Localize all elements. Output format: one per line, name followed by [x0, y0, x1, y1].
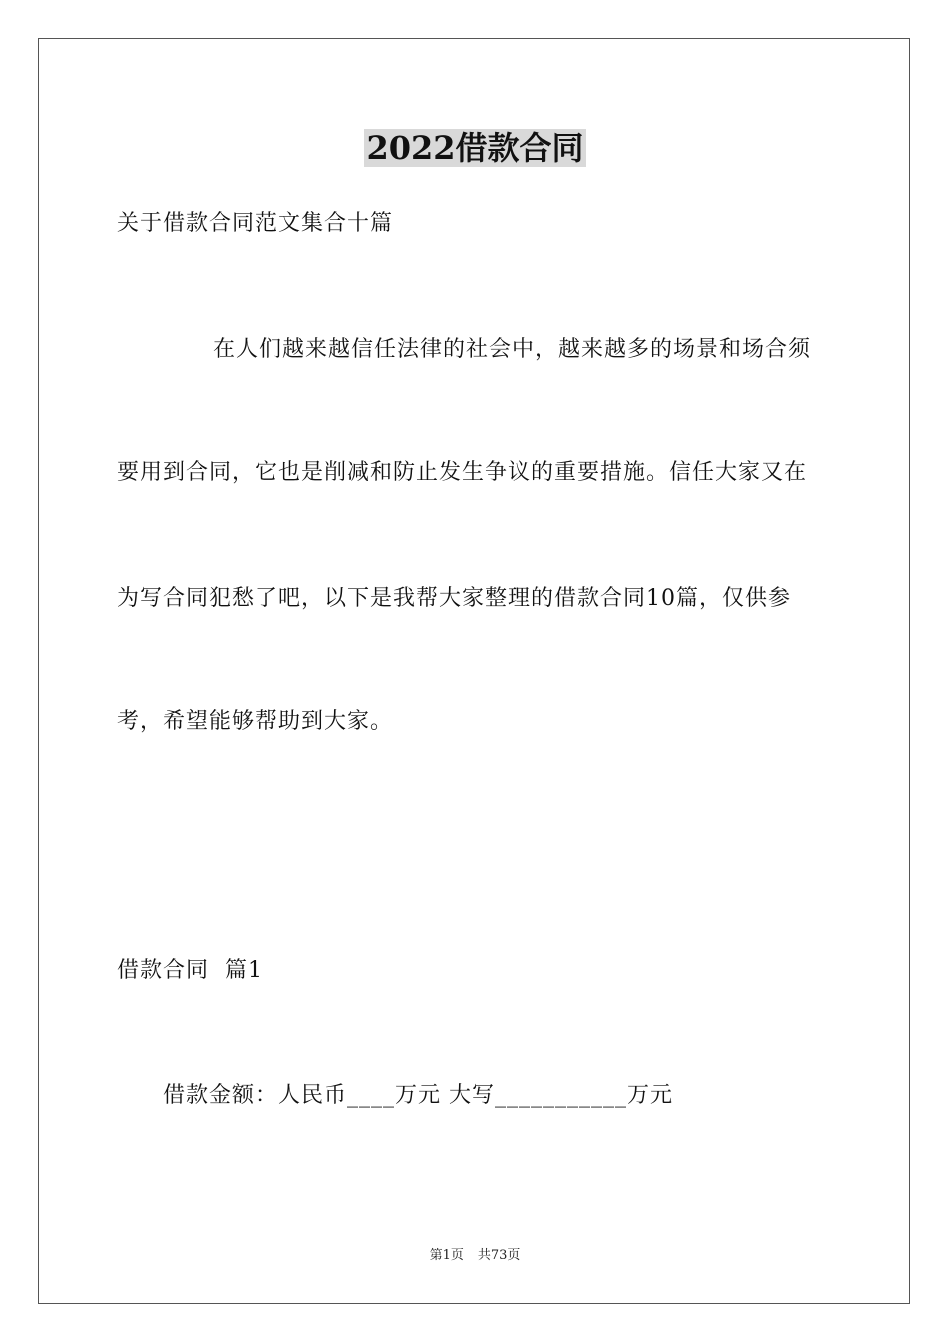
paragraph-line-4: 考，希望能够帮助到大家。: [117, 709, 394, 734]
loan-amount-line: 借款金额：人民币____万元 大写___________万元: [163, 1083, 673, 1108]
section-heading: 借款合同 篇1: [117, 958, 263, 983]
paragraph-line-1: 在人们越来越信任法律的社会中，越来越多的场景和场合须: [213, 337, 812, 362]
page-number-total: 共73页: [477, 1248, 521, 1263]
document-subtitle: 关于借款合同范文集合十篇: [117, 211, 394, 236]
page-number-current: 第1页: [429, 1248, 464, 1263]
paragraph-line-2: 要用到合同，它也是削减和防止发生争议的重要措施。信任大家又在: [117, 460, 808, 485]
paragraph-line-3: 为写合同犯愁了吧，以下是我帮大家整理的借款合同10篇，仅供参: [117, 586, 791, 611]
page-footer: [0, 1247, 950, 1265]
document-title-text: 2022借款合同: [366, 129, 584, 167]
document-title: [0, 128, 950, 168]
